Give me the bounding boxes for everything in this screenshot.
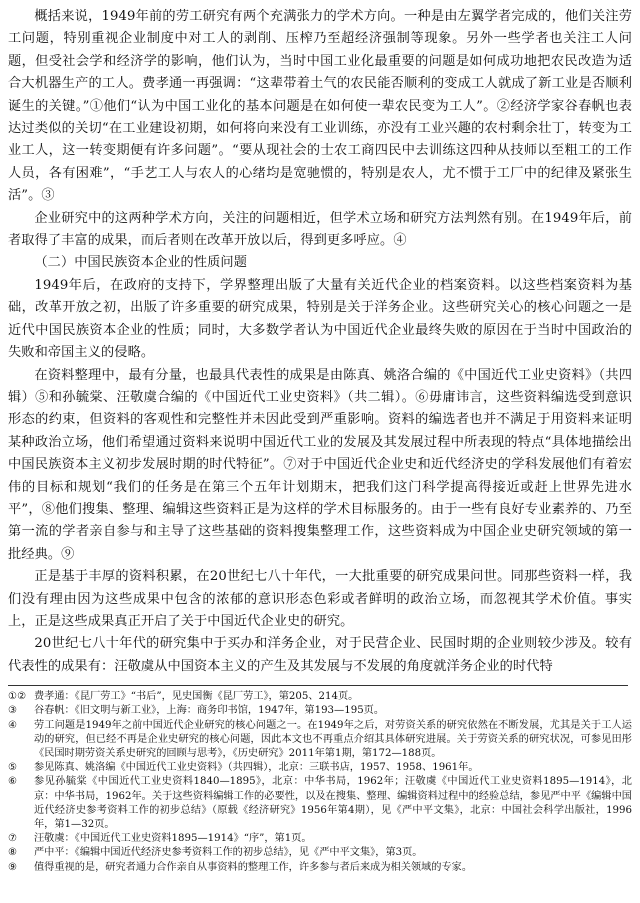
footnote [8,832,632,846]
footnote-text: 谷春帆：《旧文明与新工业》，上海：商务印书馆，1947年，第193—195页。 [34,705,385,717]
paragraph: 1949年后，在政府的支持下，学界整理出版了大量有关近代企业的档案资料。以这些档案资料为基础，改革开放之初，出版了许多重要的研究成果，特别是关于洋务企业。这些研究关心的核心问题之一是近代中国民族资本企业的性质；同时，大多数学者认为中国近代企业最终失败的原因在于当时中国政治的失败和帝国主义的侵略。 [8,277,632,361]
footnotes [8,690,632,875]
footnote [8,719,632,762]
paragraph: 20世纪七八十年代的研究集中于买办和洋务企业，对于民营企业、民国时期的企业则较少涉及。较有代表性的成果有：汪敬虞从中国资本主义的产生及其发展与不发展的角度就洋务企业的时代特 [8,636,632,674]
footnote-divider [8,685,628,686]
footnote-text: 严中平：《编辑中国近代经济史参考资料工作的初步总结》，见《严中平文集》，第3页。 [34,847,423,859]
footnote-number: ④ [8,719,18,731]
footnote [8,846,632,860]
footnote-text: 参见陈真、姚洛编《中国近代工业史资料》（共四辑），北京：三联书店，1957、1958、1961年。 [34,762,479,774]
footnote-number: ⑤ [8,762,18,774]
paragraph: 概括来说，1949年前的劳工研究有两个充满张力的学术方向。一种是由左翼学者完成的，他们关注劳工问题，特别重视企业制度中对工人的剥削、压榨乃至超经济强制等现象。另外一些学者也关注工人问题，但受社会学和经济学的影响，他们认为，当时中国工业化最重要的问题是如何成功地把农民改造为适合大机器生产的工人。费孝通一再强调：“这辈带着土气的农民能否顺利的变成工人就成了新工业是否顺利诞生的关键。”①他们“认为中国工业化的基本问题是在如何使一辈农民变为工人”。②经济学家谷春帆也表达过类似的关切“在工业建设初期，如何将向来没有工业训练，亦没有工业兴趣的农村剩余壮丁，转变为工业工人，这一转变期便有许多问题”。“要从现社会的士农工商四民中去训练这四种从技师以至粗工的工作人员，各有困难”，“手艺工人与农人的心绪均是宽驰惯的，特别是农人，尤不惯于工厂中的纪律及紧张生活”。③ [8,9,632,204]
footnote-number: ⑦ [8,833,18,845]
footnote [8,861,632,875]
footnote-text: 参见孙毓棠《中国近代工业史资料1840—1895》，北京：中华书局，1962年；汪敬虞《中国近代工业史资料1895—1914》，北京：中华书局，1962年。关于这些资料编辑工作的必要性，以及在搜集、整理、编辑资料过程中的经验总结，参见严中平《编辑中国近代经济史参考资料工作的初步总结》（原载《经济研究》1956年第4期），见《严中平文集》，北京：中国社会科学出版社，1996年，第1—32页。 [34,776,632,831]
footnote-number: ①② [8,691,27,703]
footnote-text: 汪敬虞：《中国近代工业史资料1895—1914》“序”，第1页。 [34,833,312,845]
section-heading: （二）中国民族资本企业的性质问题 [34,255,247,271]
footnote-text: 劳工问题是1949年之前中国近代企业研究的核心问题之一。在1949年之后，对劳资关系的研究依然在不断发展，尤其是关于工人运动的研究，但已经不再是企业史研究的核心问题，因此本文也不再重点介绍其具体研究进展。关于劳资关系的研究状况，可参见田彤《民国时期劳资关系史研究的回顾与思考》，《历史研究》2011年第1期，第172—188页。 [34,719,632,759]
paragraph: 正是基于丰厚的资料积累，在20世纪七八十年代，一大批重要的研究成果问世。同那些资料一样，我们没有理由因为这些成果中包含的浓郁的意识形态色彩或者鲜明的政治立场，而忽视其学术价值。事实上，正是这些成果真正开启了关于中国近代企业史的研究。 [8,569,632,629]
footnote-number: ⑨ [8,861,18,873]
footnote-number: ③ [8,705,18,717]
footnote-number: ⑧ [8,847,18,859]
main-text [8,6,632,678]
footnote-text: 值得重视的是，研究者通力合作亲自从事资料的整理工作，许多参与者后来成为相关领域的专家。 [34,861,473,873]
footnote-number: ⑥ [8,776,18,788]
footnote [8,761,632,775]
footnote-text: 费孝通：《昆厂劳工》“书后”，见史国衡《昆厂劳工》，第205、214页。 [34,691,359,703]
footnote [8,704,632,718]
paragraph: 在资料整理中，最有分量，也最具代表性的成果是由陈真、姚洛合编的《中国近代工业史资料》（共四辑）⑤和孙毓棠、汪敬虞合编的《中国近代工业史资料》（共二辑）。⑥毋庸讳言，这些资料编选受到意识形态的约束，但资料的客观性和完整性并未因此受到严重影响。资料的编选者也并不满足于用资料来证明某种政治立场，他们希望通过资料来说明中国近代工业的发展及其发展过程中所表现的特点“具体地描绘出中国民族资本主义初步发展时期的时代特征”。⑦对于中国近代企业史和近代经济史的学科发展他们有着宏伟的目标和规划“我们的任务是在第三个五年计划期末，把我们这门科学提高得接近或赶上世界先进水平”，⑧他们搜集、整理、编辑这些资料正是为这样的学术目标服务的。由于一些有良好专业素养的、乃至第一流的学者亲自参与和主导了这些基础的资料搜集整理工作，这些资料成为中国企业史研究领域的第一批经典。⑨ [8,367,632,562]
footnote [8,775,632,832]
footnote [8,690,632,704]
paragraph: 企业研究中的这两种学术方向，关注的问题相近，但学术立场和研究方法判然有别。在1949年后，前者取得了丰富的成果，而后者则在改革开放以后，得到更多呼应。④ [8,210,632,249]
